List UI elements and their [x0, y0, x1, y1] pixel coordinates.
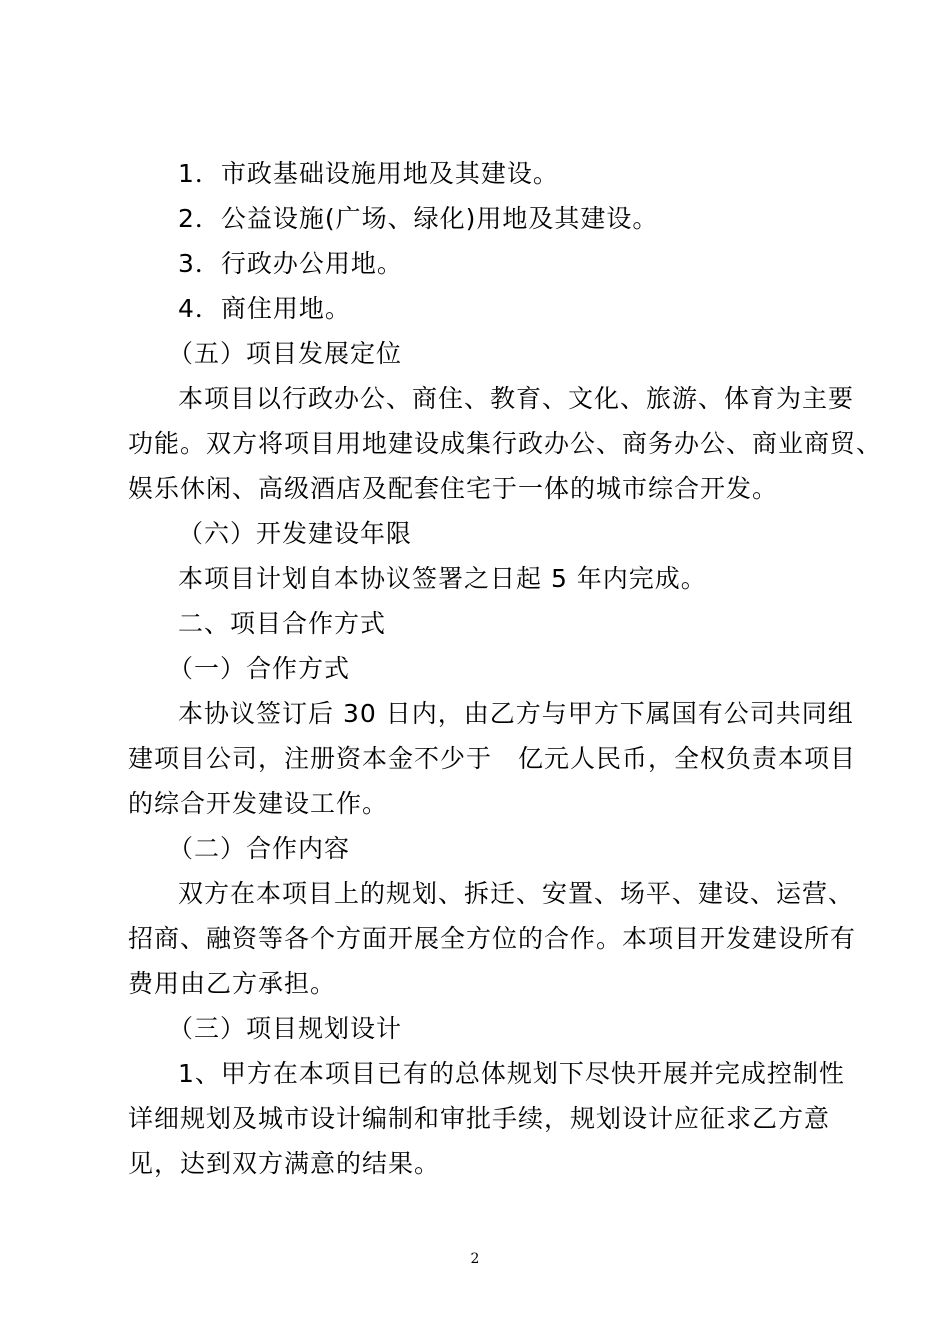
paragraph-line: 娱乐休闲、高级酒店及配套住宅于一体的城市综合开发。	[128, 474, 779, 503]
list-item-3: 3．行政办公用地。	[178, 249, 403, 278]
paragraph-line: 本项目以行政办公、商住、教育、文化、旅游、体育为主要	[178, 384, 855, 413]
page-number: 2	[470, 1251, 480, 1267]
section-heading-2: （二）合作内容	[168, 834, 351, 863]
list-item-4: 4．商住用地。	[178, 294, 351, 323]
paragraph-line: 建项目公司，注册资本金不少于 亿元人民币，全权负责本项目	[128, 744, 857, 773]
section-heading-1: （一）合作方式	[168, 654, 351, 683]
chapter-heading-2: 二、项目合作方式	[178, 609, 387, 638]
section-heading-6: （六）开发建设年限	[178, 519, 413, 548]
paragraph-line: 功能。双方将项目用地建设成集行政办公、商务办公、商业商贸、	[128, 429, 883, 458]
paragraph-line: 详细规划及城市设计编制和审批手续，规划设计应征求乙方意	[128, 1104, 831, 1133]
section-heading-3: （三）项目规划设计	[168, 1014, 403, 1043]
list-item-2: 2．公益设施(广场、绿化)用地及其建设。	[178, 204, 659, 233]
paragraph-line: 的综合开发建设工作。	[128, 789, 389, 818]
paragraph-line: 双方在本项目上的规划、拆迁、安置、场平、建设、运营、	[178, 879, 855, 908]
section-heading-5: （五）项目发展定位	[168, 339, 403, 368]
paragraph-line: 本协议签订后 30 日内，由乙方与甲方下属国有公司共同组	[178, 699, 854, 728]
paragraph-line: 见，达到双方满意的结果。	[128, 1149, 441, 1178]
paragraph-line: 本项目计划自本协议签署之日起 5 年内完成。	[178, 564, 707, 593]
list-item-1: 1．市政基础设施用地及其建设。	[178, 159, 559, 188]
paragraph-line: 招商、融资等各个方面开展全方位的合作。本项目开发建设所有	[128, 924, 857, 953]
paragraph-line: 费用由乙方承担。	[128, 969, 337, 998]
paragraph-line: 1、甲方在本项目已有的总体规划下尽快开展并完成控制性	[178, 1059, 845, 1088]
